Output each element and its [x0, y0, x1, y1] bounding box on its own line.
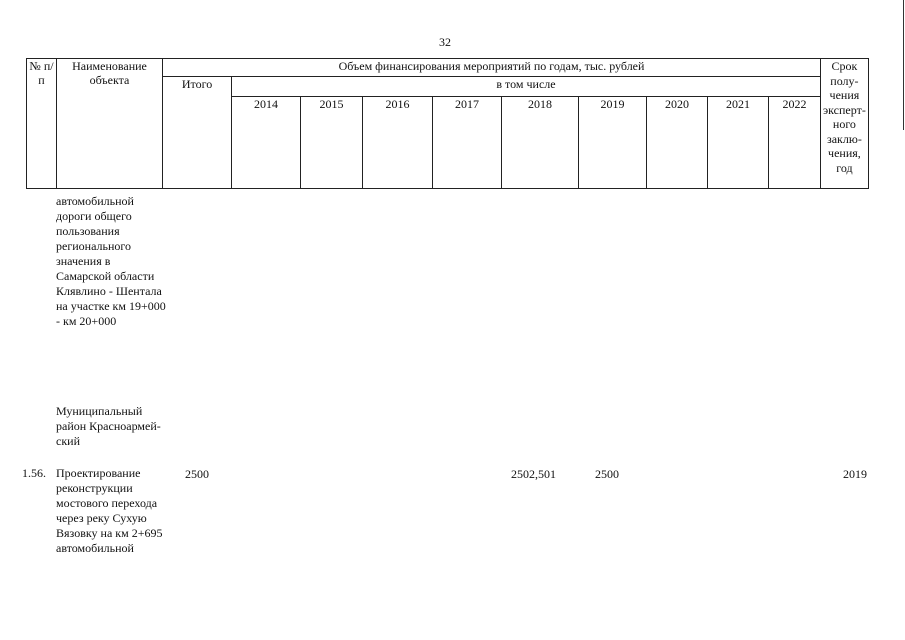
row-object-name: Проектирование реконструкции мостового перехода через реку Сухую Вязовку на км 2+695 автомобильной [56, 466, 163, 555]
header-name-label: Наименование объекта [72, 59, 147, 87]
district-name: Муниципальный район Красноармей-ский [56, 404, 161, 448]
header-total-col [163, 77, 232, 189]
table-header [26, 58, 869, 189]
row-value-2018: 2502,501 [511, 467, 556, 481]
header-year-2020: 2020 [647, 97, 708, 189]
header-num-label: № п/п [29, 59, 54, 87]
header-including [232, 77, 821, 97]
header-year-2021: 2021 [708, 97, 769, 189]
header-year-2018: 2018 [502, 97, 579, 189]
page-edge-line [903, 0, 904, 130]
header-funding-title [163, 59, 821, 77]
header-year-2015: 2015 [301, 97, 363, 189]
row-number: 1.56. [22, 466, 46, 480]
row-deadline-value: 2019 [843, 467, 867, 481]
header-name-col [57, 59, 163, 189]
continuation-object-name: автомобильной дороги общего пользования регионального значения в Самарской области Клявлино - Шентала на участке км 19+000 - км 20+000 [56, 194, 166, 328]
header-year-2017: 2017 [433, 97, 502, 189]
header-num-col [27, 59, 57, 189]
row-total-value: 2500 [185, 467, 209, 481]
page-number: 32 [439, 35, 451, 49]
header-including-label: в том числе [496, 77, 556, 91]
header-year-2014: 2014 [232, 97, 301, 189]
header-year-2019: 2019 [579, 97, 647, 189]
header-total-label: Итого [181, 77, 213, 91]
header-year-2016: 2016 [363, 97, 433, 189]
header-funding-label: Объем финансирования мероприятий по годам, тыс. рублей [338, 59, 645, 73]
header-deadline-label: Срок полу-чения эксперт-ного заклю-чения, год [823, 59, 866, 175]
header-year-2022: 2022 [769, 97, 821, 189]
row-value-2019: 2500 [595, 467, 619, 481]
header-deadline-col [821, 59, 869, 189]
